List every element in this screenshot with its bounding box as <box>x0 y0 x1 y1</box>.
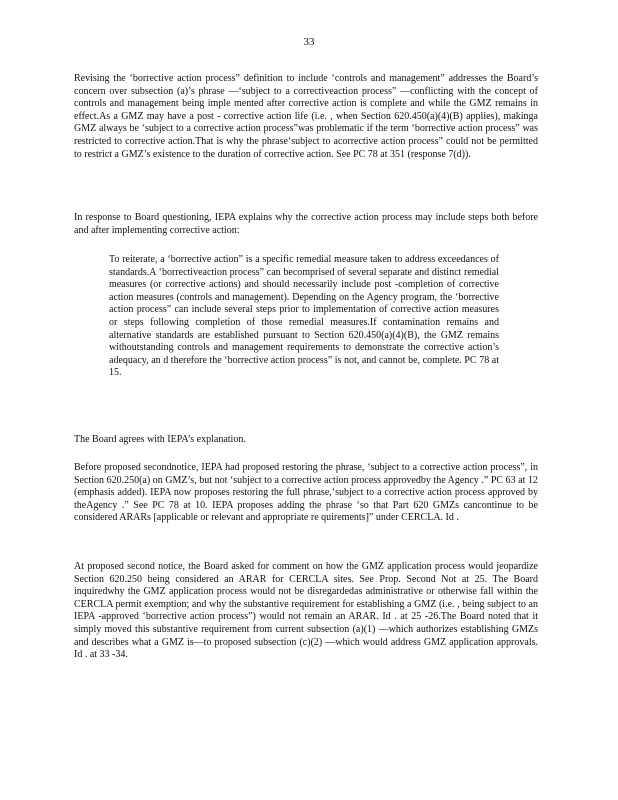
page-number: 33 <box>303 36 315 48</box>
paragraph-iepa-explains: In response to Board questioning, IEPA explains why the corrective action process may include steps both before and after implementing corrective action: <box>74 212 538 236</box>
paragraph-second-notice: Before proposed secondnotice, IEPA had proposed restoring the phrase, ‘subject to a corrective action process”, in Section 620.250(a) on GMZ’s, but not ‘subject to a corrective action process approvedby the Agency .” PC 63 at 12 (emphasis added). IEPA now proposes restoring the full phrase,‘subject to a corrective action process approved by theAgency .” See PC 78 at 10. IEPA proposes adding the phrase ‘so that Part 620 GMZs cancontinue to be considered ARARs [applicable or relevant and appropriate re quirements]” under CERCLA. Id . <box>74 462 538 524</box>
paragraph-board-agrees: The Board agrees with IEPA’s explanation. <box>74 434 246 445</box>
block-quote-iepa: To reiterate, a ‘borrective action” is a specific remedial measure taken to address exceedances of standards.A ‘borrectiveaction process” can becomprised of several separate and distinct remedial measures (or corrective actions) and should necessarily include post -completion of corrective action measures (controls and management). Depending on the Agency program, the ‘borrective action process” can include several steps prior to implementation of corrective action measures or steps following completion of those remedial measures.If contamination remains and alternative standards are established pursuant to Section 620.450(a)(4)(B), the GMZ remains withoutstanding controls and management requirements to demonstrate the corrective action’s adequacy, an d therefore the ‘borrective action process” is not, and cannot be, complete. PC 78 at 15. <box>109 254 499 379</box>
paragraph-gmz-application: At proposed second notice, the Board asked for comment on how the GMZ application process would jeopardize Section 620.250 being considered an ARAR for CERCLA sites. See Prop. Second Not at 25. The Board inquiredwhy the GMZ application process would not be disregardedas administrative or otherwise fall within the CERCLA permit exemption; and why the substantive requirement for establishing a GMZ (i.e. , being subject to an IEPA -approved ‘borrective action process”) would not remain an ARAR. Id . at 25 -26.The Board noted that it simply moved this substantive requirement from current subsection (a)(1) —which authorizes establishing GMZs and describes what a GMZ is—to proposed subsection (c)(2) —which would address GMZ application approvals. Id . at 33 -34. <box>74 561 538 661</box>
paragraph-revising-definition: Revising the ‘borrective action process” definition to include ‘controls and management” addresses the Board’s concern over subsection (a)’s phrase —‘subject to a correctiveaction process” —conflicting with the concept of controls and management being imple mented after corrective action is complete and while the GMZ remains in effect.As a GMZ may have a post - corrective action life (i.e. , when Section 620.450(a)(4)(B) applies), makinga GMZ always be ‘subject to a corrective action process”was problematic if the term ‘borrective action process” was restricted to corrective action.That is why the phrase‘subject to acorrective action process” could not be permitted to restrict a GMZ’s existence to the duration of corrective action. See PC 78 at 351 (response 7(d)). <box>74 73 538 160</box>
